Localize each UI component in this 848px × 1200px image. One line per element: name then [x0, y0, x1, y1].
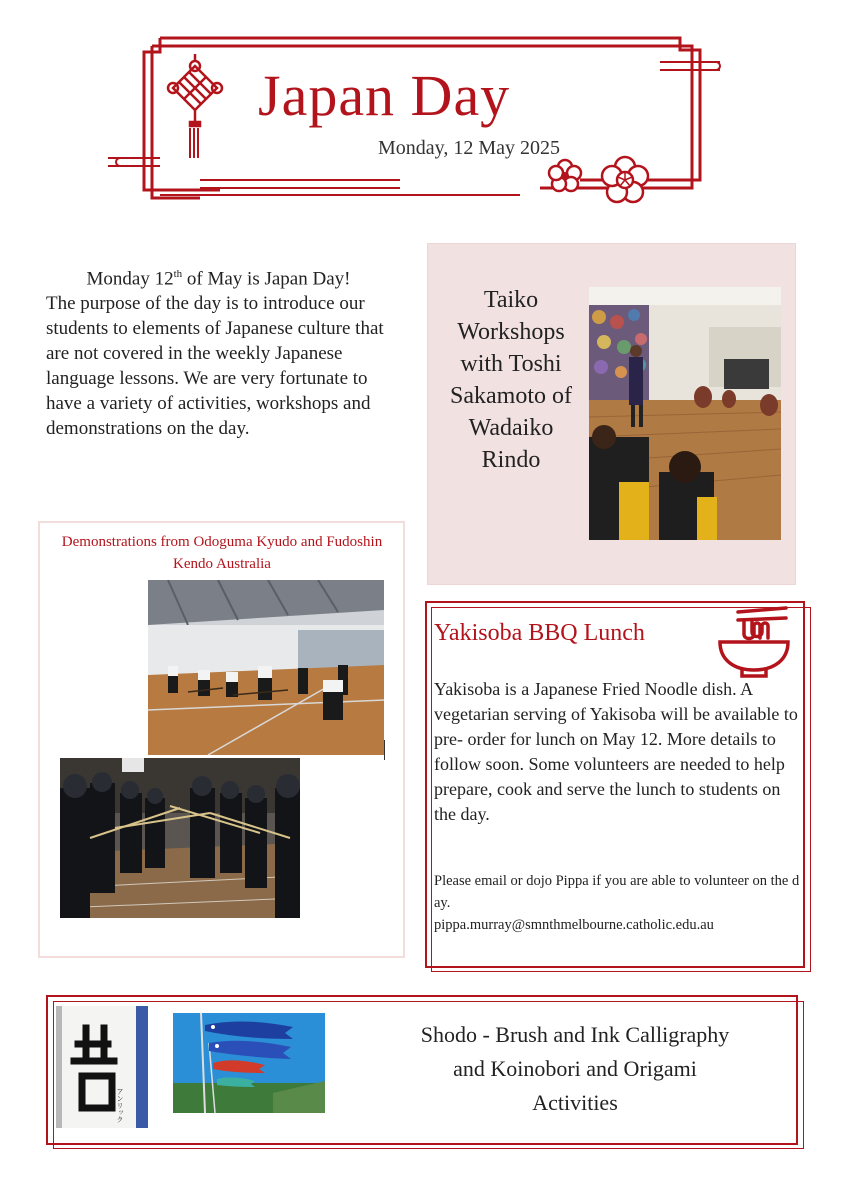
shodo-text-line: Activities	[532, 1090, 618, 1115]
taiko-heading-line: Taiko	[483, 287, 539, 313]
divider-tick	[384, 740, 385, 760]
yakisoba-title: Yakisoba BBQ Lunch	[434, 620, 645, 646]
koinobori-photo	[173, 1013, 325, 1113]
shodo-text-line: and Koinobori and Origami	[453, 1056, 697, 1081]
intro-lead-prefix: Monday 12	[86, 268, 174, 290]
page-title: Japan Day	[258, 63, 511, 128]
intro-lead-sup: th	[173, 268, 183, 280]
yakisoba-note	[434, 870, 802, 936]
taiko-heading-line: Rindo	[481, 447, 541, 473]
intro-text	[46, 262, 391, 441]
calligraphy-signature: アンリック	[116, 1088, 124, 1123]
shodo-activities-text	[380, 1018, 770, 1120]
calligraphy-photo	[56, 1006, 148, 1128]
kendo-photo	[60, 758, 300, 918]
taiko-heading	[437, 284, 585, 476]
kyudo-photo	[148, 580, 384, 755]
yakisoba-volunteer-note: Please email or dojo Pippa if you are able to volunteer on the day.	[434, 873, 800, 911]
intro-lead	[46, 262, 391, 291]
taiko-heading-line: with Toshi	[460, 351, 562, 377]
taiko-heading-line: Sakamoto of	[450, 383, 572, 409]
noodle-bowl-icon	[716, 604, 792, 680]
taiko-workshop-photo	[589, 287, 781, 540]
taiko-heading-line: Workshops	[457, 319, 565, 345]
contact-email-link[interactable]: pippa.murray@smnthmelbourne.catholic.edu.au	[434, 917, 714, 933]
intro-body: The purpose of the day is to introduce our students to elements of Japanese culture that are not covered in the weekly Japanese language lessons. We are very fortunate to have a variety of activities, workshops and demonstrations on the day.	[46, 293, 384, 440]
shodo-text-line: Shodo - Brush and Ink Calligraphy	[420, 1022, 730, 1047]
taiko-heading-line: Wadaiko	[468, 415, 554, 441]
intro-lead-suffix: of May is Japan Day!	[182, 268, 351, 290]
event-date: Monday, 12 May 2025	[378, 137, 561, 159]
demonstrations-caption: Demonstrations from Odoguma Kyudo and Fudoshin Kendo Australia	[61, 534, 383, 572]
yakisoba-body: Yakisoba is a Japanese Fried Noodle dish. A vegetarian serving of Yakisoba will be available to pre- order for lunch on May 12. More details to follow soon. Some volunteers are needed to help prepare, cook and serve the lunch to students on the day.	[434, 679, 798, 824]
